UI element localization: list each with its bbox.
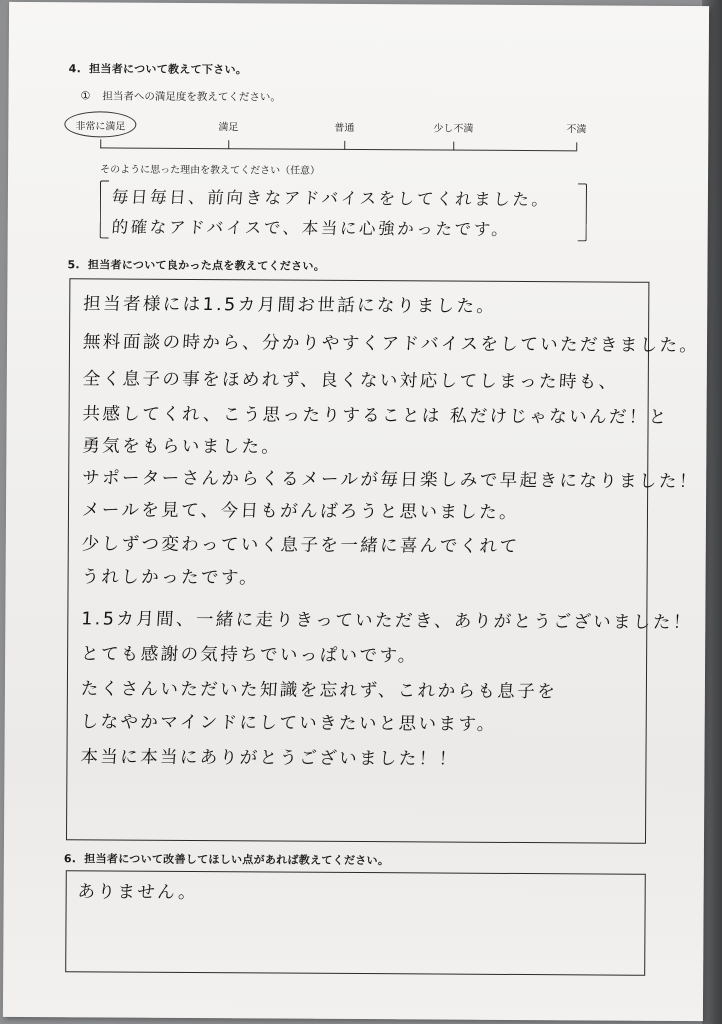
scale-label-somewhat-dissatisfied: 少し不満 bbox=[433, 123, 474, 135]
scale-label-satisfied: 満足 bbox=[218, 122, 239, 134]
scale-label-dissatisfied: 不満 bbox=[566, 124, 587, 136]
section-4-number: 4. bbox=[68, 62, 82, 76]
reason-bracket-right bbox=[578, 183, 587, 241]
section-4-title: 担当者について教えて下さい。 bbox=[89, 62, 248, 77]
section-5-heading bbox=[67, 256, 325, 274]
good-points-line: 勇気をもらいました。 bbox=[81, 436, 282, 458]
good-points-line: サポーターさんからくるメールが毎日楽しみで早起きになりました！ bbox=[81, 468, 700, 493]
good-points-line: たくさんいただいた知識を忘れず、これからも息子を bbox=[80, 679, 558, 703]
satisfaction-question bbox=[80, 88, 280, 104]
good-points-line: うれしかったです。 bbox=[80, 567, 260, 589]
good-points-line: 1.5カ月間、一緒に走りきっていただき、ありがとうございました！ bbox=[80, 609, 694, 634]
good-points-line: 本当に本当にありがとうございました！！ bbox=[79, 747, 460, 770]
section-5-number: 5. bbox=[67, 258, 80, 272]
reason-handwriting-line: 的確なアドバイスで、本当に心強かったです。 bbox=[110, 217, 512, 239]
good-points-line: しなやかマインドにしていきたいと思います。 bbox=[80, 712, 498, 735]
good-points-line: 全く息子の事をほめれず、良くない対応してしまった時も、 bbox=[82, 369, 620, 393]
good-points-line: メールを見て、今日もがんばろうと思いました。 bbox=[81, 500, 520, 523]
reason-bracket-left bbox=[100, 180, 109, 238]
section-6-heading bbox=[64, 850, 389, 868]
good-points-line: 共感してくれ、こう思ったりすることは 私だけじゃないんだ！と bbox=[81, 404, 670, 428]
selected-rating-circle bbox=[64, 111, 136, 137]
improvement-answer: ありません。 bbox=[77, 882, 199, 904]
good-points-line: 少しずつ変わっていく息子を一緒に喜んでくれて bbox=[81, 534, 520, 557]
scale-tick bbox=[100, 139, 101, 148]
section-6-title: 担当者について改善してほしい点があれば教えてください。 bbox=[84, 852, 390, 868]
scale-tick bbox=[228, 140, 229, 149]
scale-tick bbox=[344, 141, 345, 150]
section-5-title: 担当者について良かった点を教えてください。 bbox=[87, 258, 326, 273]
scale-label-very-satisfied: 非常に満足 bbox=[75, 121, 126, 133]
reason-label: そのように思った理由を教えてください（任意） bbox=[100, 164, 321, 177]
good-points-line: 担当者様には1.5カ月間お世話になりました。 bbox=[82, 294, 497, 317]
rating-scale-line bbox=[100, 147, 576, 151]
good-points-line: 無料面談の時から、分かりやすくアドバイスをしていただきました。 bbox=[82, 332, 700, 357]
scale-tick bbox=[576, 142, 577, 151]
section-4-heading bbox=[69, 60, 248, 77]
satisfaction-question-text: 担当者への満足度を教えてください。 bbox=[102, 90, 281, 104]
section-6-number: 6. bbox=[63, 852, 77, 866]
scale-tick bbox=[453, 142, 454, 151]
scale-label-neutral: 普通 bbox=[334, 122, 355, 134]
reason-handwriting-line: 毎日毎日、前向きなアドバイスをしてくれました。 bbox=[111, 187, 552, 210]
question-number-circled: ① bbox=[80, 89, 91, 103]
survey-sheet bbox=[3, 2, 709, 1021]
good-points-line: とても感謝の気持ちでいっぱいです。 bbox=[80, 644, 419, 667]
